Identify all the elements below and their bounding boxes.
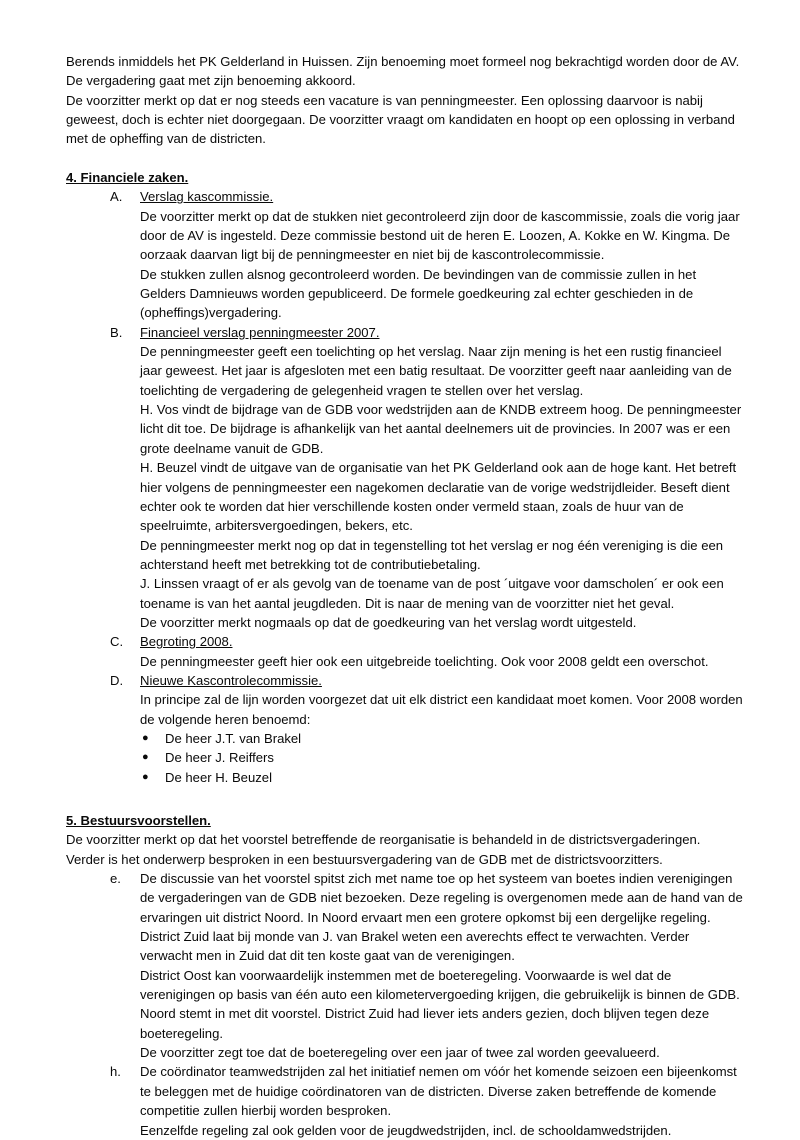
appointed-members-list — [66, 729, 745, 787]
list-item — [66, 748, 745, 767]
item-paragraph: J. Linssen vraagt of er als gevolg van de toename van de post ´uitgave voor damscholen´ er ook een toename is van het aantal jeugdleden. Dit is naar de mening van de voorzitter niet het geval. — [140, 576, 724, 611]
bullet-icon: ● — [142, 751, 149, 764]
section-heading-4: 4. Financiele zaken. — [66, 170, 189, 186]
item-paragraph: District Oost kan voorwaardelijk instemmen met de boeteregeling. Voorwaarde is wel dat de verenigingen op basis van één auto een kilometervergoeding krijgen, die gebruikelijk is binnen de GDB. Noord stemt in met dit voorstel. District Zuid had liever iets anders gezien, doch blijven tegen deze boeteregeling. — [140, 967, 740, 1041]
list-marker: h. — [110, 1064, 121, 1080]
list-item-label: De heer J. Reiffers — [165, 750, 274, 766]
item-paragraph: De stukken zullen alsnog gecontroleerd worden. De bevindingen van de commissie zullen in het Gelders Damnieuws worden gepubliceerd. De formele goedkeuring zal echter geschieden in de (opheffings)vergadering. — [140, 266, 697, 321]
bullet-icon: ● — [142, 770, 149, 783]
item-paragraph: H. Vos vindt de bijdrage van de GDB voor wedstrijden aan de KNDB extreem hoog. De penningmeester licht dit toe. De bijdrage is afhankelijk van het aantal deelnemers uit de provincies. In 2007 was er een grote deelname vanuit de GDB. — [140, 402, 742, 456]
intro-paragraph-1: Berends inmiddels het PK Gelderland in Huissen. Zijn benoeming moet formeel nog bekrachtigd worden door de AV. De vergadering gaat met zijn benoeming akkoord. — [66, 54, 740, 89]
item-heading: Begroting 2008. — [140, 634, 233, 650]
item-heading: Nieuwe Kascontrolecommissie. — [140, 672, 322, 688]
bullet-icon: ● — [142, 731, 149, 744]
item-paragraph: De penningmeester geeft een toelichting op het verslag. Naar zijn mening is het een rustig financieel jaar geweest. Het jaar is afgesloten met een batig resultaat. De voorzitter geeft naar aanleiding van de toelichting de vergadering de gelegenheid vragen te stellen over het verslag. — [140, 344, 732, 398]
item-paragraph: H. Beuzel vindt de uitgave van de organisatie van het PK Gelderland ook aan de hoge kant. Het betreft hier volgens de penningmeester een nagekomen declaratie van de vorige wedstrijdleider. Beseft dient echter ook te worden dat hier verschillende kosten onder vermeld staan, zoals de huur van de speelruimte, arbitersvergoedingen, bekers, etc. — [140, 460, 737, 534]
list-item — [66, 671, 745, 729]
intro-paragraph-2: De voorzitter merkt op dat er nog steeds een vacature is van penningmeester. Een oplossing daarvoor is nabij geweest, doch is echter niet doorgegaan. De voorzitter vraagt om kandidaten en hoopt op een oplossing in verband met de opheffing van de districten. — [66, 92, 735, 147]
item-paragraph: Eenzelfde regeling zal ook gelden voor de jeugdwedstrijden, incl. de schooldamwedstrijden. — [140, 1122, 672, 1138]
item-heading: Verslag kascommissie. — [140, 189, 274, 205]
section-5-intro-paragraph: Verder is het onderwerp besproken in een bestuursvergadering van de GDB met de districtsvoorzitters. — [66, 851, 663, 867]
list-marker: D. — [110, 672, 124, 688]
item-paragraph: De voorzitter merkt nogmaals op dat de goedkeuring van het verslag wordt uitgesteld. — [140, 614, 637, 630]
list-item — [66, 768, 745, 787]
document-body — [66, 52, 745, 1140]
list-item-label: De heer J.T. van Brakel — [165, 730, 302, 746]
list-item-label: De heer H. Beuzel — [165, 769, 272, 785]
list-marker: e. — [110, 871, 121, 887]
section-heading-5: 5. Bestuursvoorstellen. — [66, 813, 211, 829]
section-5-list — [66, 869, 745, 1140]
list-marker: B. — [110, 324, 123, 340]
list-item — [66, 869, 745, 1062]
list-item — [66, 187, 745, 322]
list-item — [66, 1062, 745, 1139]
list-marker: C. — [110, 634, 124, 650]
list-item — [66, 729, 745, 748]
item-paragraph: De voorzitter merkt op dat de stukken niet gecontroleerd zijn door de kascommissie, zoals die vorig jaar door de AV is ingesteld. Deze commissie bestond uit de heren E. Loozen, A. Kokke en W. Kingma. De oorzaak daarvan ligt bij de penningmeester en niet bij de kascontrolecommissie. — [140, 208, 740, 263]
item-paragraph: De penningmeester geeft hier ook een uitgebreide toelichting. Ook voor 2008 geldt een overschot. — [140, 653, 709, 669]
item-paragraph: In principe zal de lijn worden voorgezet dat uit elk district een kandidaat moet komen. Voor 2008 worden de volgende heren benoemd: — [140, 692, 743, 727]
section-5-intro-paragraph: De voorzitter merkt op dat het voorstel betreffende de reorganisatie is behandeld in de districtsvergaderingen. — [66, 832, 701, 848]
item-paragraph: De voorzitter zegt toe dat de boeteregeling over een jaar of twee zal worden geevalueerd. — [140, 1045, 660, 1061]
list-item — [66, 323, 745, 633]
list-item — [66, 632, 745, 671]
section-4-list — [66, 187, 745, 729]
section-spacer — [66, 787, 745, 811]
item-paragraph: De penningmeester merkt nog op dat in tegenstelling tot het verslag er nog één vereniging is die een achterstand heeft met betrekking tot de contributiebetaling. — [140, 537, 724, 572]
item-heading: Financieel verslag penningmeester 2007. — [140, 324, 380, 340]
list-marker: A. — [110, 189, 123, 205]
item-paragraph: De coördinator teamwedstrijden zal het initiatief nemen om vóór het komende seizoen een bijeenkomst te beleggen met de huidige coördinatoren van de districten. Diverse zaken betreffende de komende competitie zullen hierbij worden besproken. — [140, 1064, 737, 1119]
intro-block — [66, 52, 745, 149]
item-paragraph: De discussie van het voorstel spitst zich met name toe op het systeem van boetes indien verenigingen de vergaderingen van de GDB niet bezoeken. Deze regeling is overgenomen mede aan de hand van de ervaringen uit district Noord. In Noord ervaart men een grotere opkomst bij een dergelijke regeling. District Zuid laat bij monde van J. van Brakel weten een averechts effect te verwachten. Verder verwacht men in Zuid dat dit ten koste gaat van de verenigingen. — [140, 871, 743, 964]
